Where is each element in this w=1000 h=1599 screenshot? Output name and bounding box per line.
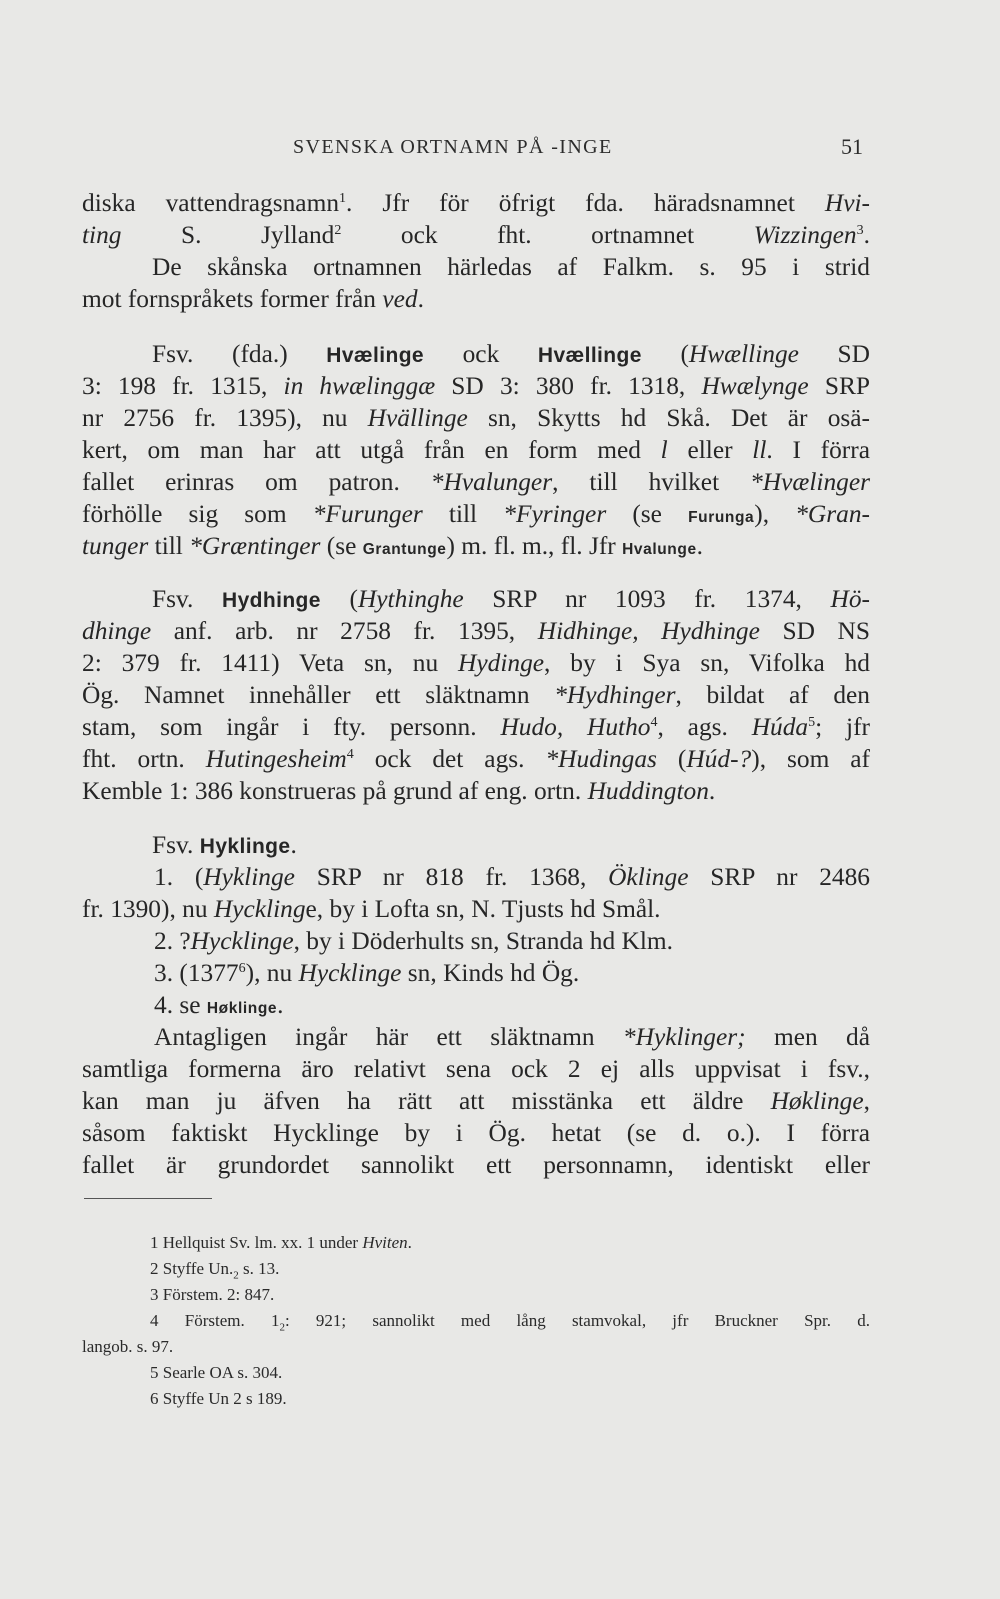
page-number: 51 (841, 134, 863, 159)
text-line: fallet erinras om patron. *Hvalunger, till hvilket *Hvælinger (82, 468, 870, 496)
text-line: dhinge anf. arb. nr 2758 fr. 1395, Hidhinge, Hydhinge SD NS (82, 617, 870, 645)
text-line: kan man ju äfven ha rätt att misstänka ett äldre Høklinge, (82, 1087, 870, 1115)
text-line: De skånska ortnamnen härledas af Falkm. s. 95 i strid (152, 253, 870, 281)
text-line: fr. 1390), nu Hycklinge, by i Lofta sn, N. Tjusts hd Smål. (82, 895, 661, 923)
footnote-5: 5 Searle OA s. 304. (150, 1363, 283, 1382)
text-line: 2. ?Hycklinge, by i Döderhults sn, Stranda hd Klm. (154, 927, 674, 955)
text-line: 1. (Hyklinge SRP nr 818 fr. 1368, Öklinge SRP nr 2486 (154, 863, 870, 891)
text-line: 3: 198 fr. 1315, in hwælinggæ SD 3: 380 fr. 1318, Hwælynge SRP (82, 372, 871, 400)
text-line: 4. se Høklinge. (154, 991, 284, 1019)
text-line: Antagligen ingår här ett släktnamn *Hyklinger; men då (154, 1023, 870, 1051)
text-line: fht. ortn. Hutingesheim$^4$ ock det ags. *Hudingas (Húd-?), som af (82, 745, 870, 773)
text-line: Kemble 1: 386 konstrueras på grund af eng. ortn. Huddington. (82, 777, 716, 805)
running-title: SVENSKA ORTNAMN PÅ -INGE (293, 136, 613, 158)
entry-heading-hydhinge: Fsv. Hydhinge (Hythinghe SRP nr 1093 fr. 1374, Hö- (152, 585, 870, 613)
text-line: ting S. Jylland$^2$ ock fht. ortnamnet Wizzingen$^3$. (82, 221, 870, 249)
text-line: 2: 379 fr. 1411) Veta sn, nu Hydinge, by i Sya sn, Vifolka hd (82, 649, 871, 677)
footnote-6: 6 Styffe Un 2 s 189. (150, 1389, 287, 1408)
footnote-3: 3 Förstem. 2: 847. (150, 1285, 275, 1304)
text-line: Ög. Namnet innehåller ett släktnamn *Hydhinger, bildat af den (82, 681, 870, 709)
footnote-4-continued: langob. s. 97. (82, 1337, 174, 1356)
text-line: diska vattendragsnamn$^1$. Jfr för öfrigt fda. häradsnamnet Hvi- (82, 189, 870, 217)
footnote-1: 1 Hellquist Sv. lm. xx. 1 under Hviten. (150, 1233, 412, 1252)
footnote-4: 4 Förstem. $1_2$: 921; sannolikt med lång stamvokal, jfr Bruckner Spr. d. (150, 1311, 870, 1334)
text-line: nr 2756 fr. 1395), nu Hvällinge sn, Skytts hd Skå. Det är osä- (82, 404, 870, 432)
text-line: samtliga formerna äro relativt sena ock 2 ej alls uppvisat i fsv., (82, 1055, 870, 1083)
text-line: kert, om man har att utgå från en form med l eller ll. I förra (82, 436, 870, 464)
text-line: stam, som ingår i fty. personn. Hudo, Hutho$^4$, ags. Húda$^5$; jfr (82, 713, 870, 741)
text-line: tunger till *Græntinger (se Grantunge) m. fl. m., fl. Jfr Hvalunge. (82, 532, 704, 560)
text-line: såsom faktiskt Hycklinge by i Ög. hetat (se d. o.). I förra (82, 1119, 870, 1147)
text-line: 3. (1377$^6$), nu Hycklinge sn, Kinds hd Ög. (154, 959, 580, 987)
footnote-2: 2 Styffe $Un._2$ s. 13. (150, 1259, 280, 1282)
entry-heading-hvaelinge: Fsv. (fda.) Hvælinge ock Hvællinge (Hwællinge SD (152, 340, 870, 368)
footnote-divider (84, 1198, 212, 1199)
text-line: fallet är grundordet sannolikt ett personnamn, identiskt eller (82, 1151, 870, 1179)
entry-heading-hyklinge: Fsv. Hyklinge. (152, 831, 297, 859)
text-line: mot fornspråkets former från ved. (82, 285, 424, 313)
text-line: förhölle sig som *Furunger till *Fyringer (se Furunga), *Gran- (82, 500, 870, 528)
